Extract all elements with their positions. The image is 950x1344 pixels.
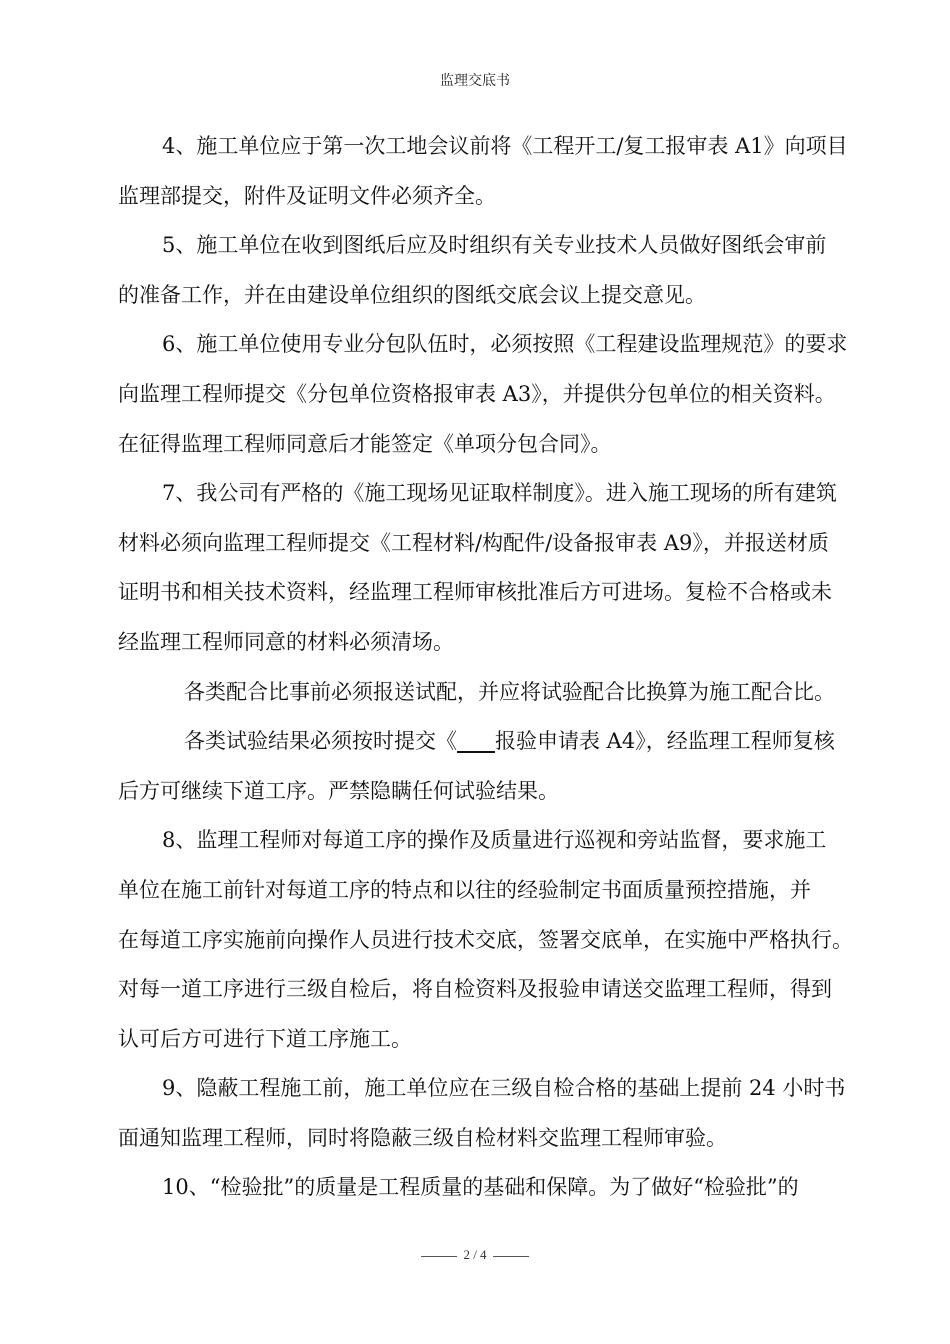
text-segment: 报验申请表 A4》，经监理工程师复核 xyxy=(495,729,835,754)
text-line: 的准备工作，并在由建设单位组织的图纸交底会议上提交意见。 xyxy=(118,282,706,307)
page-footer xyxy=(0,1247,950,1263)
text-line: 监理部提交，附件及证明文件必须齐全。 xyxy=(118,183,496,208)
text-line: 4、施工单位应于第一次工地会议前将《工程开工/复工报审表 A1》向项目 xyxy=(162,134,848,158)
text-line: 在每道工序实施前向操作人员进行技术交底，签署交底单，在实施中严格执行。 xyxy=(118,927,853,952)
text-line: 在征得监理工程师同意后才能签定《单项分包合同》。 xyxy=(118,431,612,456)
page-number: 2 / 4 xyxy=(463,1247,487,1262)
text-line-with-blank xyxy=(118,717,860,767)
text-line: 对每一道工序进行三级自检后，将自检资料及报验申请送交监理工程师，得到 xyxy=(118,977,832,1002)
text-line: 向监理工程师提交《分包单位资格报审表 A3》，并提供分包单位的相关资料。 xyxy=(118,381,836,406)
text-line: 经监理工程师同意的材料必须清场。 xyxy=(118,629,454,654)
fill-in-blank xyxy=(457,728,495,753)
page-header-title: 监理交底书 xyxy=(440,73,510,89)
text-line: 5、施工单位在收到图纸后应及时组织有关专业技术人员做好图纸会审前 xyxy=(162,233,827,258)
text-line: 各类配合比事前必须报送试配，并应将试验配合比换算为施工配合比。 xyxy=(184,679,835,704)
footer-dash-left xyxy=(421,1256,457,1257)
text-segment: 各类试验结果必须按时提交《 xyxy=(184,729,457,754)
text-line: 材料必须向监理工程师提交《工程材料/构配件/设备报审表 A9》，并报送材质 xyxy=(118,530,829,555)
text-line: 认可后方可进行下道工序施工。 xyxy=(118,1026,412,1051)
text-line: 6、施工单位使用专业分包队伍时，必须按照《工程建设监理规范》的要求 xyxy=(162,332,848,357)
text-line: 9、隐蔽工程施工前，施工单位应在三级自检合格的基础上提前 24 小时书 xyxy=(162,1076,846,1101)
text-line: 面通知监理工程师，同时将隐蔽三级自检材料交监理工程师审验。 xyxy=(118,1125,727,1150)
text-line: 10、“检验批”的质量是工程质量的基础和保障。为了做好“检验批”的 xyxy=(162,1175,799,1200)
body-text xyxy=(118,122,860,1213)
text-line: 后方可继续下道工序。严禁隐瞒任何试验结果。 xyxy=(118,778,559,803)
text-line: 单位在施工前针对每道工序的特点和以往的经验制定书面质量预控措施，并 xyxy=(118,877,811,902)
text-line: 8、监理工程师对每道工序的操作及质量进行巡视和旁站监督，要求施工 xyxy=(162,828,827,853)
footer-dash-right xyxy=(493,1256,529,1257)
text-line: 证明书和相关技术资料，经监理工程师审核批准后方可进场。复检不合格或未 xyxy=(118,580,832,605)
text-line: 7、我公司有严格的《施工现场见证取样制度》。进入施工现场的所有建筑 xyxy=(162,481,837,506)
